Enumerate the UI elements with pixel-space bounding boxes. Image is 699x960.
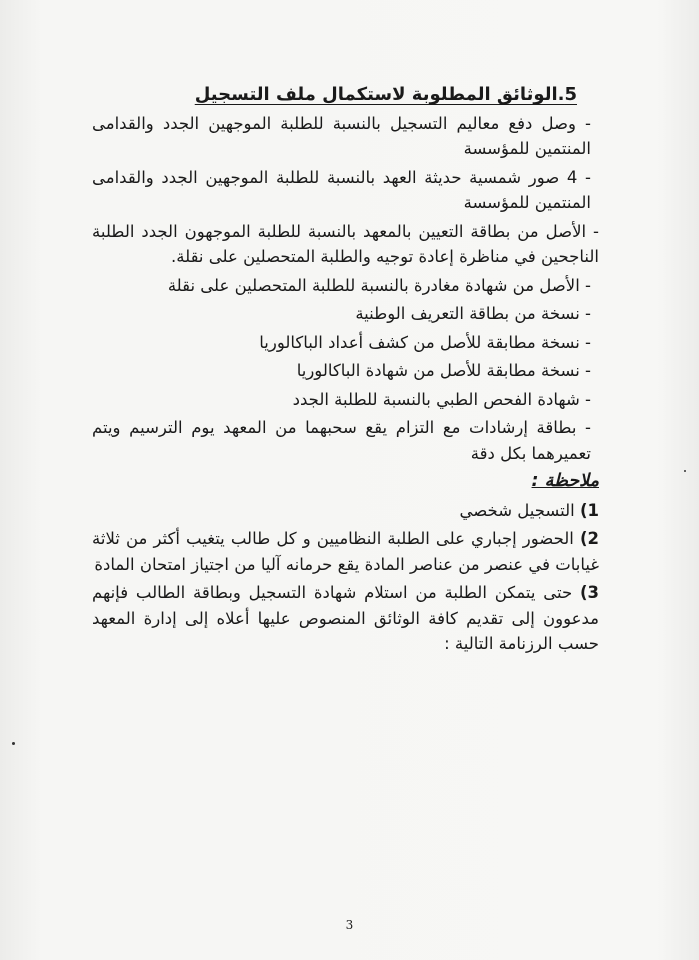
list-item: - 4 صور شمسية حديثة العهد بالنسبة للطلبة الموجهين الجدد والقدامى المنتمين للمؤسسة [92,167,591,212]
note-number: 3) [579,583,599,602]
list-item: - نسخة من بطاقة التعريف الوطنية [355,304,591,323]
list-item: - الأصل من شهادة مغادرة بالنسبة للطلبة المتحصلين على نقلة [167,275,591,295]
note-text: التسجيل شخصي [459,500,575,520]
note-number: 2) [579,529,599,548]
document-body [92,82,599,660]
section-title: 5.الوثائق المطلوبة لاستكمال ملف التسجيل [194,84,577,105]
note-text: الحضور إجباري على الطلبة النظاميين و كل طالب يتغيب أكثر من ثلاثة غيابات في عنصر من عناصر المادة يقع حرمانه آليا من اجتياز امتحان المادة [92,529,599,574]
list-item: - نسخة مطابقة للأصل من كشف أعداد الباكالوريا [259,332,591,352]
list-item: - نسخة مطابقة للأصل من شهادة الباكالوريا [296,361,591,380]
page-number: 3 [345,918,354,932]
list-item: - الأصل من بطاقة التعيين بالمعهد بالنسبة للطلبة الموجهون الجدد الطلبة الناجحين في مناظرة إعادة توجيه والطلبة المتحصلين على نقلة. [92,221,599,266]
required-documents-list [92,111,599,467]
note-number: 1) [579,500,599,520]
list-item: - بطاقة إرشادات مع التزام يقع سحبهما من المعهد يوم الترسيم ويتم تعميرهما بكل دقة [92,418,591,463]
notes-list [92,498,599,657]
note-text: حتى يتمكن الطلبة من استلام شهادة التسجيل وبطاقة الطالب فإنهم مدعوون إلى تقديم كافة الوثائق المنصوص عليها أعلاه إلى إدارة المعهد حسب الرزنامة التالية : [92,583,599,653]
note-item [92,580,599,657]
scan-speck [12,742,15,745]
list-item: - شهادة الفحص الطبي بالنسبة للطلبة الجدد [292,389,591,409]
note-heading: ملاحظة : [531,471,599,491]
note-item [92,526,599,577]
scan-speck [684,470,686,472]
list-item: - وصل دفع معاليم التسجيل بالنسبة للطلبة الموجهين الجدد والقدامى المنتمين للمؤسسة [92,113,591,158]
note-item [92,498,599,524]
